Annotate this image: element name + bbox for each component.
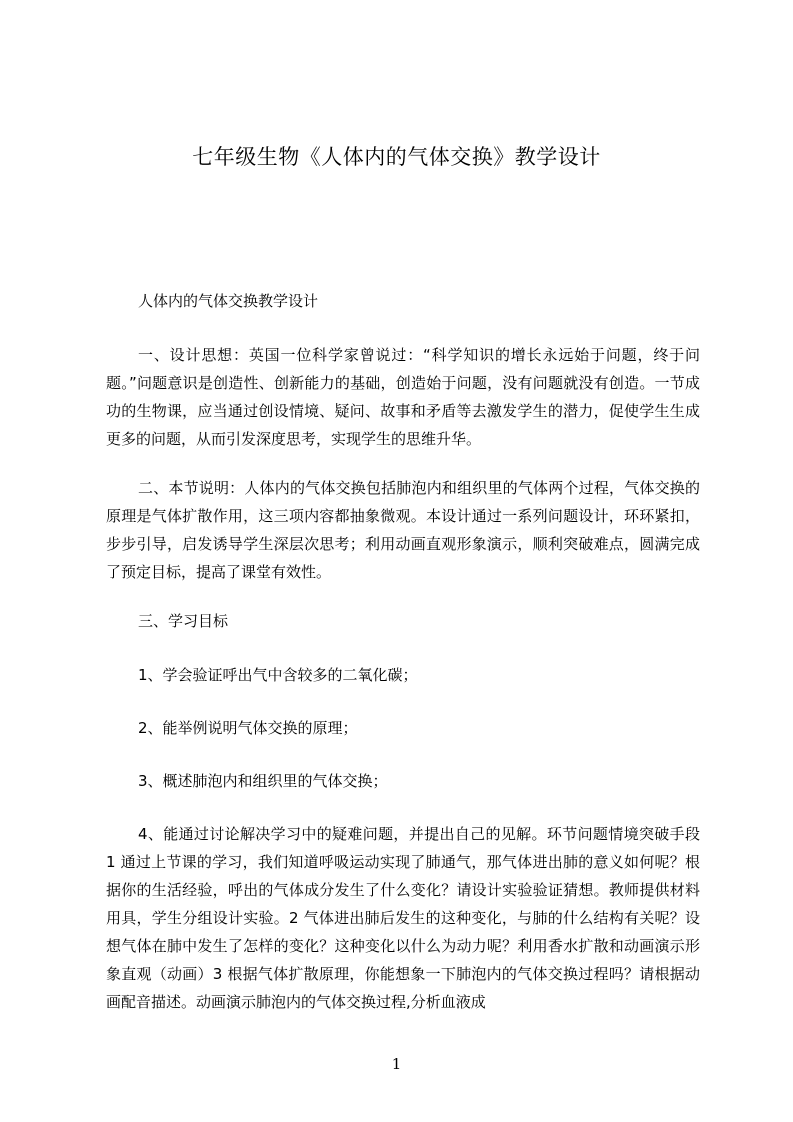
- paragraph-section-description: 二、本节说明：人体内的气体交换包括肺泡内和组织里的气体两个过程，气体交换的原理是气体扩散作用，这三项内容都抽象微观。本设计通过一系列问题设计，环环紧扣，步步引导，启发诱导学生深层次思考；利用动画直观形象演示，顺利突破难点，圆满完成了预定目标，提高了课堂有效性。: [106, 479, 700, 581]
- document-title: 七年级生物《人体内的气体交换》教学设计: [192, 145, 601, 169]
- section-heading: 人体内的气体交换教学设计: [138, 292, 319, 310]
- learning-goal-item: 2、能举例说明气体交换的原理；: [138, 719, 358, 737]
- paragraph-learning-goal-4: 4、能通过讨论解决学习中的疑难问题，并提出自己的见解。环节问题情境突破手段 1 通过上节课的学习，我们知道呼吸运动实现了肺通气，那气体进出肺的意义如何呢？根据你的生活经验，呼出的气体成分发生了什么变化？请设计实验验证猜想。教师提供材料用具，学生分组设计实验。2 气体进出肺后发生的这种变化，与肺的什么结构有关呢？设想气体在肺中发生了怎样的变化？这种变化以什么为动力呢？利用香水扩散和动画演示形象直观（动画）3 根据气体扩散原理，你能想象一下肺泡内的气体交换过程吗？请根据动画配音描述。动画演示肺泡内的气体交换过程,分析血液成: [106, 825, 700, 1011]
- page-number: 1: [391, 1055, 402, 1073]
- learning-goal-item: 3、概述肺泡内和组织里的气体交换；: [138, 772, 388, 790]
- learning-goal-item: 1、学会验证呼出气中含较多的二氧化碳；: [138, 666, 418, 684]
- heading-learning-goals: 三、学习目标: [138, 612, 229, 630]
- paragraph-design-idea: 一、设计思想：英国一位科学家曾说过：“科学知识的增长永远始于问题，终于问题。”问题意识是创造性、创新能力的基础，创造始于问题，没有问题就没有创造。一节成功的生物课，应当通过创设情境、疑问、故事和矛盾等去激发学生的潜力，促使学生生成更多的问题，从而引发深度思考，实现学生的思维升华。: [106, 346, 700, 448]
